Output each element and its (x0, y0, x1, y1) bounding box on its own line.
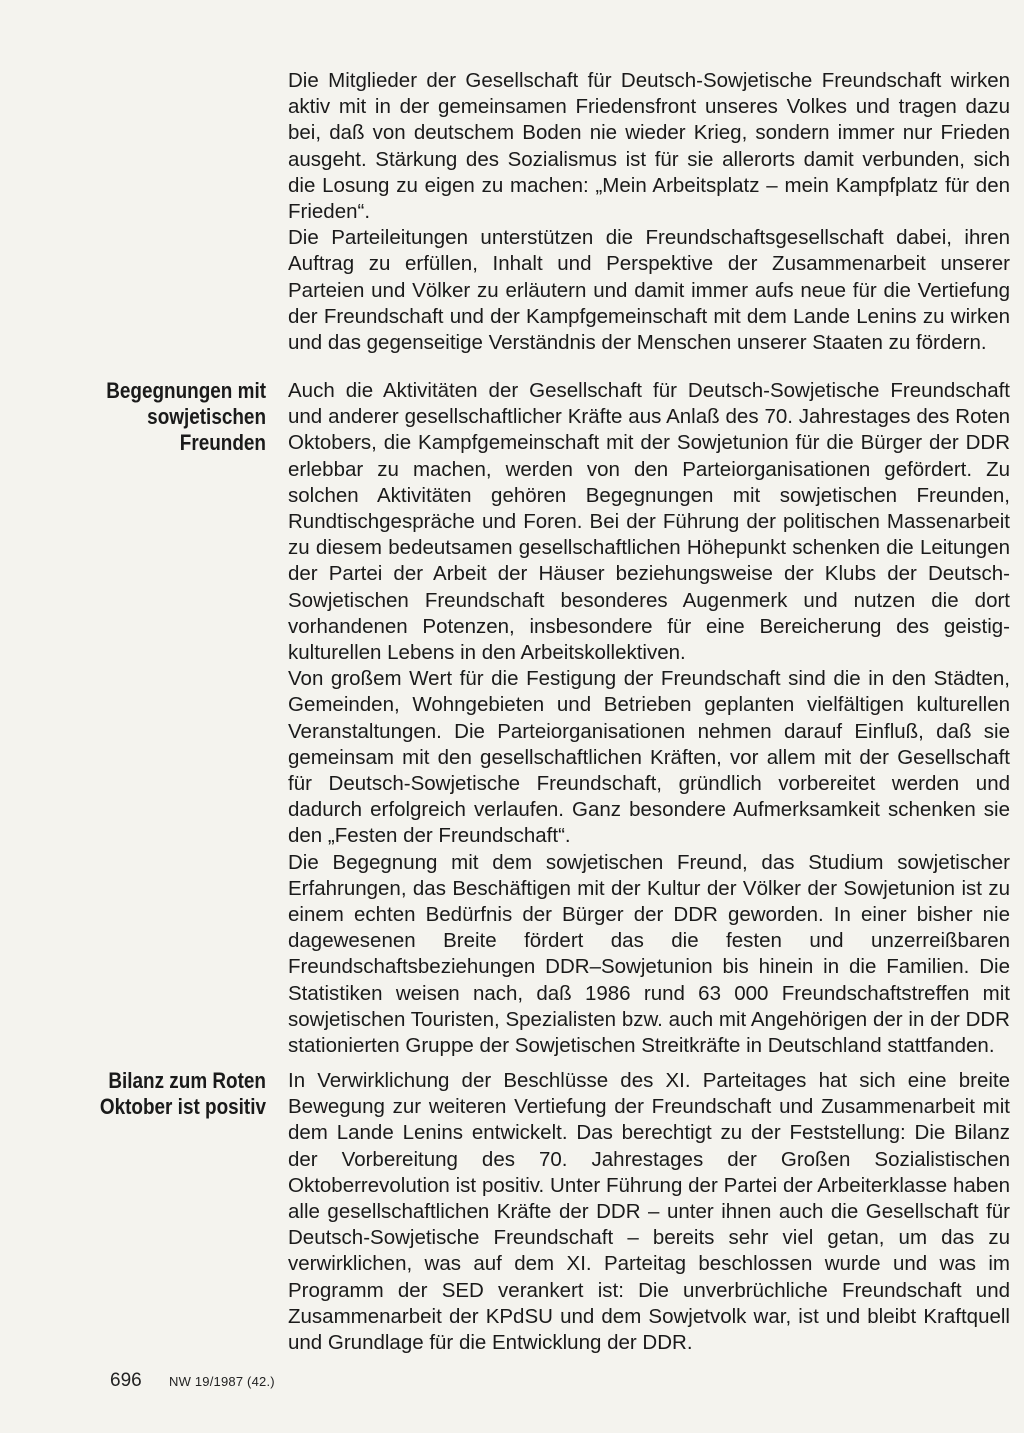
paragraph: Von großem Wert für die Festigung der Freundschaft sind die in den Städten, Gemeinden, Wohngebieten und Betrieben geplanten vielfältigen kulturellen Veranstaltungen. Die Parteiorganisationen nehmen darauf Einfluß, daß sie gemeinsam mit den gesellschaftlichen Kräften, vor allem mit der Gesellschaft für Deutsch-Sowjetische Freundschaft, gründlich vorbereitet werden und dadurch erfolgreich verlaufen. Ganz besondere Aufmerksamkeit schenken sie den „Festen der Freundschaft“. (288, 667, 1010, 848)
body-text (288, 68, 1010, 356)
publication-reference: NW 19/1987 (42.) (168, 1374, 275, 1389)
side-heading: Bilanz zum Roten Oktober ist positiv (99, 1068, 266, 1119)
side-heading: Begegnungen mit sowjetischen Freunden (106, 378, 267, 455)
paragraph: Die Mitglieder der Gesellschaft für Deutsch-Sowjetische Freundschaft wirken aktiv mit in der gemeinsamen Friedensfront unseres Volkes und tragen dazu bei, daß von deutschem Boden nie wieder Krieg, sondern immer nur Frieden ausgeht. Stärkung des Sozialismus ist für sie allerorts damit verbunden, sich die Losung zu eigen zu machen: „Mein Arbeitsplatz – mein Kampfplatz für den Frieden“. (288, 69, 1010, 224)
page-footer (110, 1370, 275, 1392)
paragraph: Auch die Aktivitäten der Gesellschaft für Deutsch-Sowjetische Freundschaft und anderer gesellschaftlicher Kräfte aus Anlaß des 70. Jahrestages des Roten Oktobers, die Kampfgemeinschaft mit der Sowjetunion für die Bürger der DDR erlebbar zu machen, werden von den Parteiorganisationen gefördert. Zu solchen Aktivitäten gehören Begegnungen mit sowjetischen Freunden, Rundtischgespräche und Foren. Bei der Führung der politischen Massenarbeit zu diesem bedeutsamen gesellschaftlichen Höhepunkt schenken die Leitungen der Partei der Arbeit der Häuser beziehungsweise der Klubs der Deutsch-Sowjetischen Freundschaft besonderes Augenmerk und nutzen die dort vorhandenen Potenzen, insbesondere für eine Bereicherung des geistig-kulturellen Lebens in den Arbeitskollektiven. (288, 379, 1010, 665)
paragraph: Die Parteileitungen unterstützen die Freundschaftsgesellschaft dabei, ihren Auftrag zu erfüllen, Inhalt und Perspektive der Zusammenarbeit unserer Parteien und Völker zu erläutern und damit immer aufs neue für die Vertiefung der Freundschaft und der Kampfgemeinschaft mit dem Lande Lenins zu wirken und das gegenseitige Verständnis der Menschen unserer Staaten zu fördern. (288, 226, 1010, 355)
body-text (288, 378, 1010, 1059)
paragraph: In Verwirklichung der Beschlüsse des XI. Parteitages hat sich eine breite Bewegung zur weiteren Vertiefung der Freundschaft und Zusammenarbeit mit dem Lande Lenins entwickelt. Das berechtigt zu der Feststellung: Die Bilanz der Vorbereitung des 70. Jahrestages der Großen Sozialistischen Oktoberrevolution ist positiv. Unter Führung der Partei der Arbeiterklasse haben alle gesellschaftlichen Kräfte der DDR – unter ihnen auch die Gesellschaft für Deutsch-Sowjetische Freundschaft – bereits sehr viel getan, um das zu verwirklichen, was auf dem XI. Parteitag beschlossen wurde und was im Programm der SED verankert ist: Die unverbrüchliche Freundschaft und Zusammenarbeit der KPdSU und dem Sowjetvolk war, ist und bleibt Kraftquell und Grundlage für die Entwicklung der DDR. (288, 1069, 1010, 1355)
page-number: 696 (110, 1370, 142, 1391)
body-text (288, 1068, 1010, 1356)
paragraph: Die Begegnung mit dem sowjetischen Freund, das Studium sowjetischer Erfahrungen, das Beschäftigen mit der Kultur der Völker der Sowjetunion ist zu einem echten Bedürfnis der Bürger der DDR geworden. In einer bisher nie dagewesenen Breite fördert das die festen und unzerreißbaren Freundschaftsbeziehungen DDR–Sowjetunion bis hinein in die Familien. Die Statistiken weisen nach, daß 1986 rund 63 000 Freundschaftstreffen mit sowjetischen Touristen, Spezialisten bzw. auch mit Angehörigen der in der DDR stationierten Gruppe der Sowjetischen Streitkräfte in Deutschland stattfanden. (288, 850, 1010, 1058)
